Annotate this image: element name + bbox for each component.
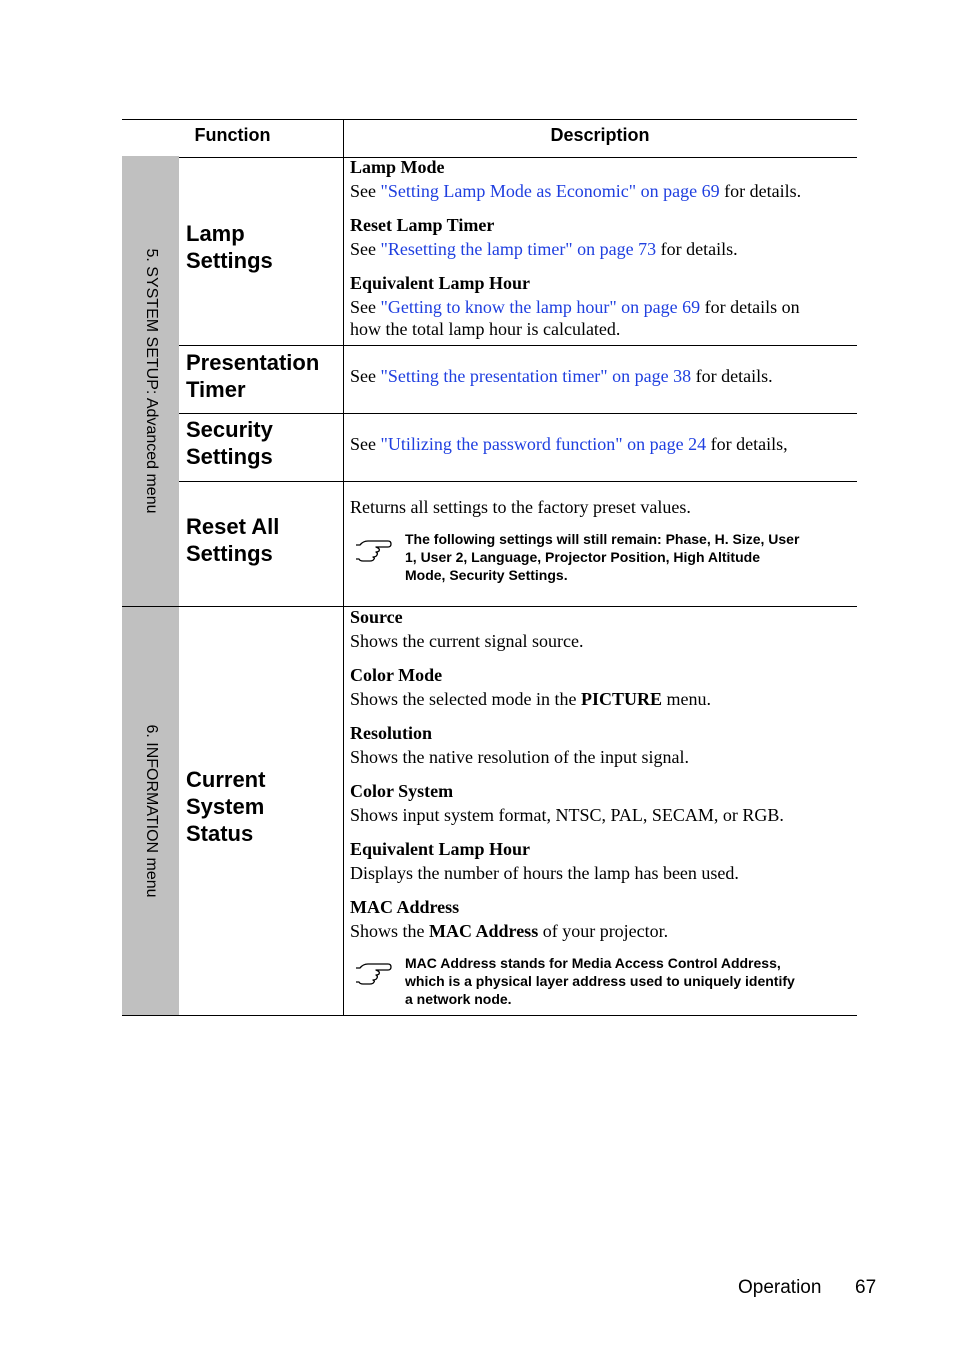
- reset-lamp-timer-link[interactable]: "Resetting the lamp timer" on page 73: [380, 239, 657, 259]
- mac-address-note: [350, 954, 855, 1012]
- lamp-mode-link[interactable]: "Setting Lamp Mode as Economic" on page 69: [380, 181, 720, 201]
- pointing-hand-icon: [354, 538, 392, 562]
- function-reset-all-settings: Reset All Settings: [186, 514, 280, 566]
- function-current-system-status: Current System Status: [186, 767, 266, 846]
- equivalent-lamp-hour-text: See "Getting to know the lamp hour" on page 69 for details on: [350, 297, 800, 317]
- status-lamp-hour-text: Displays the number of hours the lamp has been used.: [350, 863, 739, 883]
- mac-address-heading: MAC Address: [350, 897, 460, 917]
- page-number: 67: [855, 1277, 877, 1298]
- color-system-text: Shows input system format, NTSC, PAL, SECAM, or RGB.: [350, 805, 784, 825]
- lamp-hour-link[interactable]: "Getting to know the lamp hour" on page 69: [380, 297, 701, 317]
- reset-all-note-text: The following settings will still remain: Phase, H. Size, User 1, User 2, Language, Projector Position, High Altitude Mode, Security Settings.: [405, 531, 800, 583]
- table-bottom-border: [122, 1015, 857, 1016]
- reset-all-note: [350, 530, 855, 590]
- lamp-mode-text: See "Setting Lamp Mode as Economic" on page 69 for details.: [350, 181, 802, 201]
- footer-section-label: Operation: [738, 1277, 822, 1298]
- function-lamp-settings: Lamp Settings: [186, 221, 273, 273]
- reset-lamp-timer-text: See "Resetting the lamp timer" on page 73 for details.: [350, 239, 738, 259]
- column-divider: [343, 119, 344, 1015]
- description-reset-all-settings: Returns all settings to the factory preset values.: [350, 497, 691, 517]
- description-lamp-settings: [350, 155, 850, 340]
- description-security-settings: See "Utilizing the password function" on page 24 for details,: [350, 434, 788, 454]
- function-security-settings: Security Settings: [186, 417, 273, 469]
- row-divider: [179, 481, 857, 482]
- function-presentation-timer: Presentation Timer: [186, 350, 320, 402]
- description-column-header: Description: [550, 125, 650, 145]
- resolution-text: Shows the native resolution of the input signal.: [350, 747, 689, 767]
- source-text: Shows the current signal source.: [350, 631, 584, 651]
- color-system-heading: Color System: [350, 781, 454, 801]
- row-divider: [179, 345, 857, 346]
- section-label-system-setup: 5. SYSTEM SETUP: Advanced menu: [142, 248, 160, 514]
- lamp-mode-heading: Lamp Mode: [350, 157, 445, 177]
- source-heading: Source: [350, 607, 403, 627]
- section-label-information: 6. INFORMATION menu: [142, 723, 160, 898]
- table-header: [122, 119, 857, 158]
- password-function-link[interactable]: "Utilizing the password function" on page 24: [380, 434, 707, 454]
- description-current-system-status: [350, 605, 850, 943]
- description-presentation-timer: See "Setting the presentation timer" on page 38 for details.: [350, 366, 773, 386]
- resolution-heading: Resolution: [350, 723, 433, 743]
- status-lamp-hour-heading: Equivalent Lamp Hour: [350, 839, 531, 859]
- color-mode-text: Shows the selected mode in the PICTURE menu.: [350, 689, 711, 709]
- mac-address-note-text: MAC Address stands for Media Access Control Address, which is a physical layer address used to uniquely identify a network node.: [405, 955, 795, 1007]
- section-sidebar-information: [122, 606, 179, 1015]
- mac-address-text: Shows the MAC Address of your projector.: [350, 921, 669, 941]
- equivalent-lamp-hour-text-line2: how the total lamp hour is calculated.: [350, 319, 621, 339]
- presentation-timer-link[interactable]: "Setting the presentation timer" on page 38: [380, 366, 692, 386]
- pointing-hand-icon: [354, 961, 392, 985]
- reset-lamp-timer-heading: Reset Lamp Timer: [350, 215, 495, 235]
- section-sidebar-system-setup: [122, 156, 179, 606]
- color-mode-heading: Color Mode: [350, 665, 443, 685]
- equivalent-lamp-hour-heading: Equivalent Lamp Hour: [350, 273, 531, 293]
- row-divider: [179, 413, 857, 414]
- function-column-header: Function: [194, 125, 271, 145]
